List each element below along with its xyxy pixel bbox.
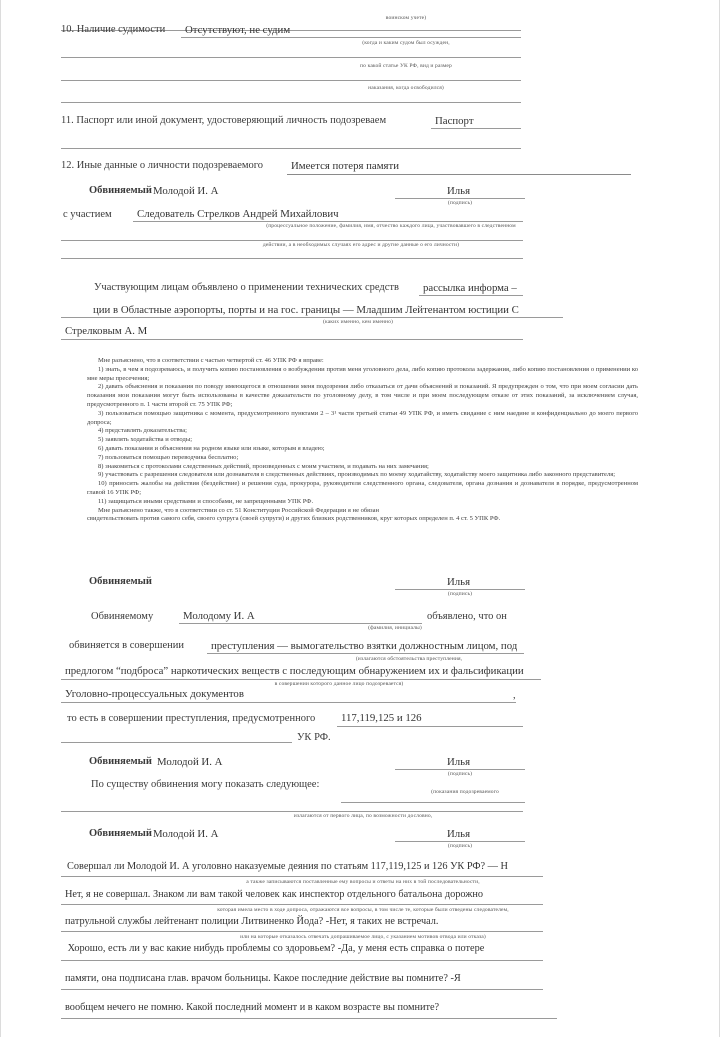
accused-1-signature-caption: (подпись) bbox=[447, 200, 473, 206]
rule bbox=[395, 198, 525, 199]
rule bbox=[61, 702, 516, 703]
charge-name-caption: (фамилия, инициалы) bbox=[368, 625, 422, 631]
charge-code-label: УК РФ. bbox=[297, 732, 331, 743]
rights-closing-1: Мне разъяснено также, что в соответствии со ст. 51 Конституции Российской Федерации я не обязан bbox=[98, 506, 380, 514]
rule bbox=[61, 102, 521, 103]
statement-label: По существу обвинения могу показать следующее: bbox=[91, 779, 320, 790]
qa-caption-2: которая имела место в ходе допроса, отражаются все вопросы, в том числе те, которые были отведены следователем, bbox=[217, 907, 509, 913]
rights-item-7: 7) пользоваться помощью переводчика бесплатно; bbox=[98, 453, 239, 461]
accused-4-signature[interactable]: Илья bbox=[447, 828, 471, 840]
rule bbox=[61, 258, 523, 259]
participation-caption-1: (процессуальное положение, фамилия, имя, отчество каждого лица, участвовавшего в следственном bbox=[266, 223, 516, 229]
accused-3-role-label: Обвиняемый bbox=[89, 756, 152, 767]
rule bbox=[395, 841, 525, 842]
rights-closing-2: свидетельствовать против самого себя, своего супруга (своей супруги) и других близких родственников, круг которых определен п. 4 ст. 5 УПК РФ. bbox=[87, 515, 501, 523]
field-10-caption-3: наказания, когда освободился) bbox=[368, 85, 444, 91]
participation-value[interactable]: Следователь Стрелков Андрей Михайлович bbox=[137, 208, 339, 220]
rights-item-3: 3) пользоваться помощью защитника с момента, предусмотренного пунктами 2 – 3¹ части третьей статьи 49 УПК РФ, и иметь свидание с ним наедине и конфиденциально до моего первого допроса; bbox=[87, 409, 638, 426]
rights-item-5: 5) заявлять ходатайства и отводы; bbox=[98, 436, 193, 444]
accused-3-signature-caption: (подпись) bbox=[447, 771, 473, 777]
rule bbox=[287, 174, 631, 175]
technical-means-value-2[interactable]: ции в Областные аэропорты, порты и на гос. границы — Младшим Лейтенантом юстиции С bbox=[93, 304, 519, 316]
rule bbox=[133, 221, 523, 222]
charge-line-1[interactable]: преступления — вымогательство взятки должностным лицом, под bbox=[211, 640, 518, 652]
qa-caption-3: или на которые отказалось отвечать допрашиваемое лицо, с указанием мотивов отвода или отказа) bbox=[240, 934, 486, 940]
accused-3-name[interactable]: Молодой И. А bbox=[157, 756, 223, 768]
rights-item-1: 1) знать, в чем я подозреваюсь, и получить копию постановления о возбуждении против меня уголовного дела, либо копию протокола задержания, либо копию постановления о применении ко мне меры пресечения; bbox=[87, 365, 638, 382]
accused-4-name[interactable]: Молодой И. А bbox=[153, 828, 219, 840]
participation-label: с участием bbox=[63, 209, 112, 220]
field-12-label: 12. Иные данные о личности подозреваемого bbox=[61, 160, 264, 171]
rights-intro: Мне разъяснено, что в соответствии с частью четвертой ст. 46 УПК РФ я вправе: bbox=[98, 357, 324, 364]
qa-caption-1: а также записываются поставленные ему вопросы и ответы на них в той последовательности, bbox=[246, 879, 480, 885]
rule bbox=[61, 317, 563, 318]
charge-article-label: то есть в совершении преступления, предусмотренного bbox=[67, 713, 316, 724]
statement-caption-1: (показания подозреваемого bbox=[431, 789, 499, 795]
accused-3-signature[interactable]: Илья bbox=[447, 756, 471, 768]
rule[interactable] bbox=[61, 811, 523, 812]
accused-2-signature-caption: (подпись) bbox=[447, 591, 473, 597]
statement-caption-2: излагаются от первого лица, по возможности дословно, bbox=[293, 813, 433, 819]
rule bbox=[61, 1018, 557, 1019]
charge-announced-text: объявлено, что он bbox=[427, 611, 507, 622]
qa-line-6[interactable]: вообщем нечего не помню. Какой последний момент и в каком возрасте вы помните? bbox=[65, 1002, 440, 1013]
charge-accused-of-label: обвиняется в совершении bbox=[69, 640, 185, 651]
rule bbox=[61, 679, 541, 680]
rule bbox=[419, 295, 523, 296]
rule bbox=[207, 653, 524, 654]
accused-2-role-label: Обвиняемый bbox=[89, 576, 152, 587]
accused-1-name[interactable]: Молодой И. А bbox=[153, 185, 219, 197]
rule bbox=[431, 128, 521, 129]
rights-item-6: 6) давать показания и объяснения на родном языке или языке, которым я владею; bbox=[98, 444, 325, 452]
charge-line-2[interactable]: предлогом “подброса” наркотических веществ с последующим обнаружением их и фальсификации bbox=[65, 665, 524, 677]
field-10-caption-1: (когда и каким судом был осужден, bbox=[362, 40, 450, 46]
rule bbox=[337, 726, 523, 727]
field-11-label: 11. Паспорт или иной документ, удостоверяющий личность подозреваем bbox=[61, 115, 387, 126]
charge-article-value[interactable]: 117,119,125 и 126 bbox=[341, 712, 422, 724]
rights-item-4: 4) представлять доказательства; bbox=[98, 427, 187, 435]
rule bbox=[61, 931, 543, 932]
charge-comma: , bbox=[513, 690, 516, 701]
rule bbox=[61, 240, 523, 241]
rule bbox=[61, 742, 292, 743]
rule bbox=[181, 37, 521, 38]
charge-line-3[interactable]: Уголовно-процессуальных документов bbox=[65, 688, 244, 700]
rule bbox=[395, 769, 525, 770]
charge-caption-1: (излагаются обстоятельства преступления, bbox=[355, 656, 463, 662]
field-12-value[interactable]: Имеется потеря памяти bbox=[291, 160, 399, 172]
qa-line-4[interactable]: Хорошо, есть ли у вас какие нибудь проблемы со здоровьем? -Да, у меня есть справка о потере bbox=[65, 943, 485, 954]
rule bbox=[61, 989, 543, 990]
field-10-label: 10. Наличие судимости bbox=[61, 24, 166, 35]
rule bbox=[179, 623, 422, 624]
field-10-caption-2: по какой статье УК РФ, вид и размер bbox=[360, 63, 452, 69]
charge-dative-label: Обвиняемому bbox=[91, 611, 154, 622]
charge-caption-2: в совершении которого данное лицо подозревается) bbox=[274, 681, 404, 687]
qa-line-5[interactable]: памяти, она подписана глав. врачом больницы. Какое последние действие вы помните? -Я bbox=[65, 973, 461, 984]
technical-means-caption: (каких именно, кем именно) bbox=[322, 319, 394, 325]
rule bbox=[61, 904, 543, 905]
field-10-value[interactable]: Отсутствуют, не судим bbox=[185, 24, 291, 36]
rule[interactable] bbox=[341, 802, 525, 803]
rights-paragraph bbox=[87, 357, 638, 524]
rule bbox=[395, 589, 525, 590]
rights-item-9: 9) участвовать с разрешения следователя или дознавателя в следственных действиях, производимых по моему ходатайству, ходатайству моего защитника либо законного представителя; bbox=[98, 471, 616, 479]
technical-means-intro: Участвующим лицам объявлено о применении технических средств bbox=[94, 282, 399, 293]
rights-item-8: 8) знакомиться с протоколами следственных действий, произведенных с моим участием, и подавать на них замечания; bbox=[98, 462, 429, 470]
technical-means-value-3[interactable]: Стрелковым А. М bbox=[65, 325, 148, 337]
qa-line-1[interactable]: Совершал ли Молодой И. А уголовно наказуемые деяния по статьям 117,119,125 и 126 УК РФ? — Н bbox=[67, 861, 508, 872]
rule bbox=[61, 57, 521, 58]
rule bbox=[61, 876, 543, 877]
rule bbox=[61, 339, 523, 340]
caption-voinskiy-uchet: воинском учете) bbox=[385, 15, 427, 21]
rule bbox=[61, 960, 543, 961]
rule bbox=[61, 80, 521, 81]
technical-means-value-1[interactable]: рассылка информа – bbox=[423, 282, 517, 294]
accused-4-role-label: Обвиняемый bbox=[89, 828, 152, 839]
accused-4-signature-caption: (подпись) bbox=[447, 843, 473, 849]
accused-2-signature[interactable]: Илья bbox=[447, 576, 471, 588]
rights-item-2: 2) давать объяснения и показания по поводу имеющегося в отношении меня подозрения либо отказаться от дачи объяснений и показаний. Я предупрежден о том, что при моем согласии дать показания мои показания могут быть использованы в качестве доказательств по уголовному делу, в том числе и при моем последующем отказе от этих показаний, за исключением случая, предусмотренного п. 1 части второй ст. 75 УПК РФ; bbox=[87, 383, 638, 408]
rule bbox=[61, 148, 521, 149]
participation-caption-2: действии, а в необходимых случаях его адрес и другие данные о его личности) bbox=[262, 242, 460, 248]
charge-dative-name[interactable]: Молодому И. А bbox=[183, 610, 255, 622]
qa-line-2[interactable]: Нет, я не совершал. Знаком ли вам такой человек как инспектор отдельного батальона дорожно bbox=[65, 889, 484, 900]
field-11-value[interactable]: Паспорт bbox=[435, 115, 474, 127]
accused-1-role-label: Обвиняемый bbox=[89, 185, 152, 196]
rights-item-11: 11) защищаться иными средствами и способами, не запрещенными УПК РФ. bbox=[98, 497, 314, 505]
rights-item-10: 10) приносить жалобы на действия (бездействие) и решения суда, прокурора, руководителя следственного органа, следователя, органа дознания и дознавателя в порядке, предусмотренном главой 16 УПК РФ; bbox=[87, 480, 638, 496]
qa-line-3[interactable]: патрульной службы лейтенант полиции Литвиненко Йода? -Нет, я таких не встречал. bbox=[65, 916, 439, 927]
accused-1-signature[interactable]: Илья bbox=[447, 185, 471, 197]
